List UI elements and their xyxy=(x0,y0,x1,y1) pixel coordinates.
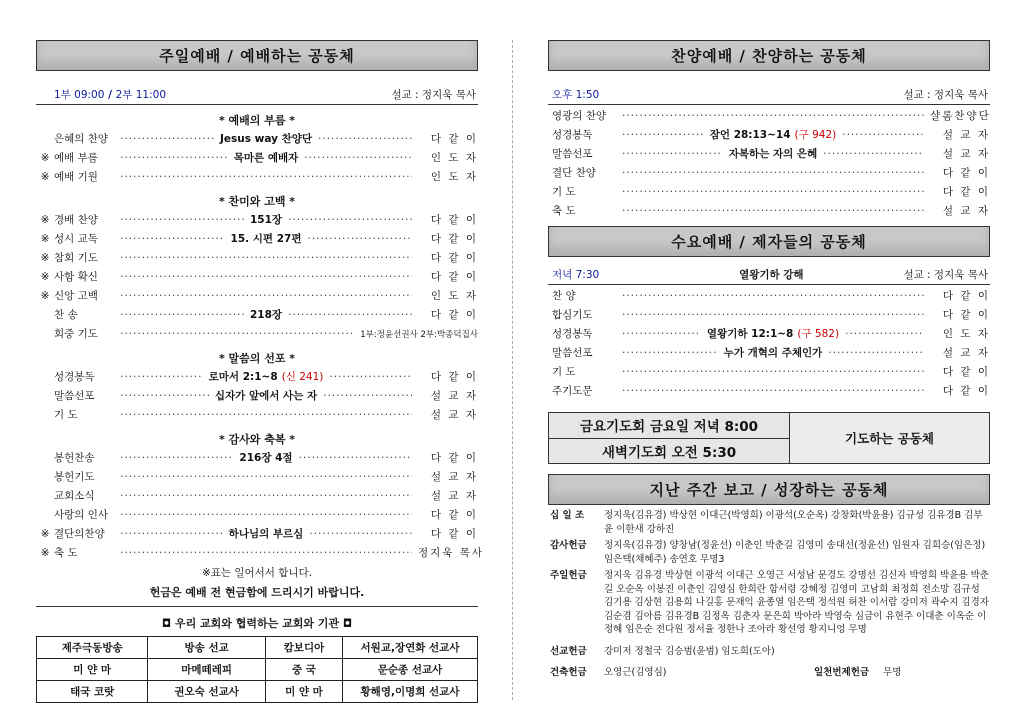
dot-leader xyxy=(622,146,924,161)
order-label: 결단의찬양 xyxy=(54,528,105,540)
order-content: 15. 시편 27편 xyxy=(230,233,302,245)
partner-row xyxy=(37,637,478,659)
dot-leader xyxy=(622,110,924,122)
order-role: 설 교 자 xyxy=(942,205,990,217)
order-content: 목마른 예배자 xyxy=(233,152,299,164)
sunday-preacher: 설교 : 정지욱 목사 xyxy=(391,89,476,101)
partner-cell: 황해영,이명희 선교사 xyxy=(343,681,478,703)
order-role: 인 도 자 xyxy=(942,328,990,340)
order-role: 다 같 이 xyxy=(430,371,478,383)
order-row xyxy=(548,182,990,201)
order-role: 설 교 자 xyxy=(430,409,478,421)
order-role: 설 교 자 xyxy=(430,490,478,502)
order-label: 결단 찬양 xyxy=(552,167,596,179)
order-row xyxy=(36,467,478,486)
partner-cell: 중 국 xyxy=(265,659,342,681)
weekly-report-banner: 지난 주간 보고 / 성장하는 공동체 xyxy=(548,474,990,505)
hymnal-page: (신 241) xyxy=(281,371,324,383)
dot-leader xyxy=(622,290,924,302)
dot-leader xyxy=(120,471,412,483)
order-label: 영광의 찬양 xyxy=(552,110,607,122)
order-row xyxy=(36,367,478,386)
order-content: 하나님의 부르심 xyxy=(228,528,304,540)
order-label: 성경봉독 xyxy=(54,371,95,383)
order-label: 성경봉독 xyxy=(552,129,593,141)
order-row xyxy=(36,129,478,148)
order-label: 교회소식 xyxy=(54,490,95,502)
order-row xyxy=(548,343,990,362)
order-content: 로마서 2:1~8 (신 241) xyxy=(208,371,324,383)
order-row xyxy=(548,286,990,305)
report-row xyxy=(548,645,990,659)
wednesday-service-header xyxy=(548,267,990,285)
standing-mark: ※ xyxy=(40,232,50,245)
dot-leader xyxy=(120,307,412,322)
order-label: 기 도 xyxy=(552,366,576,378)
prayer-meeting-box xyxy=(548,412,990,464)
wednesday-service-time: 저녁 7:30 xyxy=(552,269,600,281)
partner-row xyxy=(37,659,478,681)
standing-mark: ※ xyxy=(40,546,50,559)
order-label: 축 도 xyxy=(54,547,78,559)
dot-leader xyxy=(120,252,412,264)
praise-service-header xyxy=(548,87,990,105)
order-role: 인 도 자 xyxy=(430,290,478,302)
order-label: 성시 교독 xyxy=(54,233,98,245)
dot-leader xyxy=(120,328,478,340)
dot-leader xyxy=(120,212,412,227)
partner-cell: 방송 선교 xyxy=(148,637,266,659)
order-content: 십자가 앞에서 사는 자 xyxy=(214,390,318,402)
order-row xyxy=(548,305,990,324)
order-row xyxy=(36,229,478,248)
dot-leader xyxy=(120,171,412,183)
order-label: 경배 찬양 xyxy=(54,214,98,226)
partner-cell: 권오숙 선교사 xyxy=(148,681,266,703)
order-row xyxy=(36,505,478,524)
order-role: 다 같 이 xyxy=(430,233,478,245)
sunday-service-header xyxy=(36,87,478,105)
order-row xyxy=(36,148,478,167)
dot-leader xyxy=(120,231,412,246)
report-names: 정지욱 김유경 박상현 이광석 이대근 오영근 서성남 문경도 강명선 김신자 박영희 박윤용 박춘길 오순옥 이봉진 이춘인 김영심 한희란 함서령 강혜정 김영미 고남희 최정희 전소망 김규성 김기용 김상현 김용희 나길홍 문재익 윤종열 임은택 정석원 허찬 이서람 강미저 곽수지 김경자 김순겸 김아름 김유경B 김정옥 김춘자 문은희 박아라 박영숙 심금이 유현주 이대춘 이옥순 이정혜 임은순 전다원 정서율 정한나 조아라 황선영 황지니엉 무명 xyxy=(604,570,989,635)
report-label: 선교헌금 xyxy=(550,645,587,657)
order-label: 말씀선포 xyxy=(54,390,95,402)
dot-leader xyxy=(622,186,924,198)
dot-leader xyxy=(622,385,924,397)
order-row xyxy=(36,167,478,186)
order-label: 말씀선포 xyxy=(552,148,593,160)
order-of-worship xyxy=(36,112,485,562)
order-label: 신앙 고백 xyxy=(54,290,98,302)
standing-mark: ※ xyxy=(40,527,50,540)
partner-cell: 문순종 선교사 xyxy=(343,659,478,681)
order-role: 정지욱 목사 xyxy=(418,547,485,559)
order-role: 설 교 자 xyxy=(430,471,478,483)
order-role: 설 교 자 xyxy=(942,148,990,160)
sunday-service-banner: 주일예배 / 예배하는 공동체 xyxy=(36,40,478,71)
order-role: 다 같 이 xyxy=(942,186,990,198)
praise-service-order xyxy=(548,106,990,220)
order-content: Jesus way 찬양단 xyxy=(219,133,313,145)
order-row xyxy=(36,405,478,424)
order-role: 다 같 이 xyxy=(430,452,478,464)
standing-mark: ※ xyxy=(40,270,50,283)
dot-leader xyxy=(622,345,924,360)
dot-leader xyxy=(120,490,412,502)
dot-leader xyxy=(120,409,412,421)
order-label: 은혜의 찬양 xyxy=(54,133,109,145)
order-role: 다 같 이 xyxy=(942,366,990,378)
order-role: 인 도 자 xyxy=(430,171,478,183)
report-row xyxy=(548,569,990,637)
report-row xyxy=(548,666,990,680)
order-role: 설 교 자 xyxy=(942,129,990,141)
order-role: 다 같 이 xyxy=(430,133,478,145)
order-row xyxy=(36,524,478,543)
dot-leader xyxy=(120,131,412,146)
order-row xyxy=(548,144,990,163)
service-time-separator: / xyxy=(104,89,116,101)
order-row xyxy=(36,248,478,267)
dot-leader xyxy=(120,547,412,559)
order-row xyxy=(36,324,478,343)
order-row xyxy=(36,386,478,405)
dot-leader xyxy=(120,290,412,302)
partner-cell: 미 얀 마 xyxy=(265,681,342,703)
order-label: 사함 확신 xyxy=(54,271,98,283)
order-row xyxy=(36,448,478,467)
dot-leader xyxy=(120,150,412,165)
praise-preacher: 설교 : 정지욱 목사 xyxy=(903,89,988,101)
order-label: 기 도 xyxy=(54,409,78,421)
friday-prayer: 금요기도회 금요일 저녁 8:00 xyxy=(549,413,789,439)
praise-service-banner: 찬양예배 / 찬양하는 공동체 xyxy=(548,40,990,71)
order-label: 사랑의 인사 xyxy=(54,509,109,521)
dot-leader xyxy=(622,127,924,142)
order-label: 찬 송 xyxy=(54,309,78,321)
order-row xyxy=(36,286,478,305)
order-role: 다 같 이 xyxy=(430,214,478,226)
dawn-prayer: 새벽기도회 오전 5:30 xyxy=(549,439,789,464)
dot-leader xyxy=(120,369,412,384)
partners-title: ◘ 우리 교회와 협력하는 교회와 기관 ◘ xyxy=(161,617,353,630)
order-content: 자복하는 자의 은혜 xyxy=(728,148,818,160)
order-label: 참회 기도 xyxy=(54,252,98,264)
order-row xyxy=(36,543,485,562)
partners-table xyxy=(36,636,478,703)
order-label: 말씀선포 xyxy=(552,347,593,359)
order-label: 회중 기도 xyxy=(54,328,98,340)
column-divider xyxy=(512,40,513,700)
order-row xyxy=(36,305,478,324)
report-names: 강미저 정철국 김승범(윤범) 임도희(도아) xyxy=(604,645,775,657)
order-content: 218장 xyxy=(249,309,283,321)
standing-mark: ※ xyxy=(40,289,50,302)
dot-leader xyxy=(120,271,412,283)
order-label: 축 도 xyxy=(552,205,576,217)
order-row xyxy=(548,201,990,220)
partner-cell: 제주극동방송 xyxy=(37,637,148,659)
report-row xyxy=(548,539,990,566)
standing-mark: ※ xyxy=(40,170,50,183)
order-role: 설 교 자 xyxy=(430,390,478,402)
order-label: 봉헌기도 xyxy=(54,471,95,483)
order-role: 다 같 이 xyxy=(942,290,990,302)
partner-cell: 서원교,장연화 선교사 xyxy=(343,637,478,659)
service-time-2: 2부 11:00 xyxy=(115,89,166,101)
report-label: 십 일 조 xyxy=(550,510,585,521)
order-role: 설 교 자 xyxy=(942,347,990,359)
report-label-2: 일천번제헌금 xyxy=(814,667,870,678)
report-label: 건축헌금 xyxy=(550,667,587,678)
order-content: 151장 xyxy=(249,214,283,226)
order-row xyxy=(548,362,990,381)
offering-note: 헌금은 예배 전 현금함에 드리시기 바랍니다. xyxy=(36,584,478,607)
order-content: 누가 개혁의 주체인가 xyxy=(723,347,823,359)
order-role: 다 같 이 xyxy=(430,309,478,321)
wednesday-topic: 열왕기하 강해 xyxy=(739,269,804,281)
order-role: 다 같 이 xyxy=(430,271,478,283)
order-row xyxy=(548,381,990,400)
order-label: 찬 양 xyxy=(552,290,576,302)
order-role: 샬롬찬양단 xyxy=(930,110,991,122)
hymnal-page: (구 942) xyxy=(794,129,837,141)
dot-leader xyxy=(622,326,924,341)
order-label: 봉헌찬송 xyxy=(54,452,95,464)
report-names: 오영근(김영심) xyxy=(604,667,667,678)
order-label: 성경봉독 xyxy=(552,328,593,340)
dot-leader xyxy=(622,366,924,378)
report-row xyxy=(548,509,990,536)
standing-mark: ※ xyxy=(40,213,50,226)
order-row xyxy=(36,210,478,229)
order-role: 다 같 이 xyxy=(942,167,990,179)
order-label: 기 도 xyxy=(552,186,576,198)
right-column xyxy=(548,40,990,680)
partner-cell: 태국 코랏 xyxy=(37,681,148,703)
dot-leader xyxy=(120,526,412,541)
order-label: 합심기도 xyxy=(552,309,593,321)
order-label: 예배 부름 xyxy=(54,152,98,164)
order-label: 예배 기원 xyxy=(54,171,98,183)
order-content: 216장 4절 xyxy=(239,452,293,464)
section-title: * 예배의 부름 * xyxy=(218,114,296,127)
weekly-report xyxy=(548,509,990,680)
order-content: 열왕기하 12:1~8 (구 582) xyxy=(706,328,840,340)
section-title: * 찬미와 고백 * xyxy=(218,195,296,208)
order-content: 잠언 28:13~14 (구 942) xyxy=(709,129,837,141)
report-names: 정지욱(김유경) 박상현 이대근(박영희) 이광석(오순옥) 강창화(박윤용) 김규성 김유경B 김부윤 이한새 강하진 xyxy=(604,510,983,535)
order-content: 1부:정윤선권사 2부:박종덕집사 xyxy=(360,329,478,340)
order-role: 다 같 이 xyxy=(430,528,478,540)
order-label: 주기도문 xyxy=(552,385,593,397)
section-title: * 말씀의 선포 * xyxy=(218,352,296,365)
order-role: 다 같 이 xyxy=(430,252,478,264)
standing-mark: ※ xyxy=(40,151,50,164)
order-role: 인 도 자 xyxy=(430,152,478,164)
praise-service-time: 오후 1:50 xyxy=(552,89,600,101)
wednesday-service-order xyxy=(548,286,990,400)
sunday-service-column xyxy=(36,40,485,703)
partner-cell: 마메떼레피 xyxy=(148,659,266,681)
dot-leader xyxy=(622,167,924,179)
wednesday-service-banner: 수요예배 / 제자들의 공동체 xyxy=(548,226,990,257)
partner-row xyxy=(37,681,478,703)
order-role: 다 같 이 xyxy=(430,509,478,521)
partner-cell: 미 얀 마 xyxy=(37,659,148,681)
report-label: 감사헌금 xyxy=(550,540,587,551)
report-names-2: 무명 xyxy=(883,667,902,678)
report-names: 정지욱(김유경) 양창남(정윤선) 이춘인 박춘길 김영미 송대선(정윤선) 임원자 김희승(임은정) 임은택(채혜주) 송연호 무명3 xyxy=(604,540,986,565)
dot-leader xyxy=(120,509,412,521)
wednesday-preacher: 설교 : 정지욱 목사 xyxy=(903,269,988,281)
service-time-1: 1부 09:00 xyxy=(54,89,105,101)
order-role: 다 같 이 xyxy=(942,385,990,397)
hymnal-page: (구 582) xyxy=(797,328,840,340)
order-row xyxy=(548,163,990,182)
dot-leader xyxy=(120,388,412,403)
order-row xyxy=(548,324,990,343)
order-row xyxy=(548,125,990,144)
section-title: * 감사와 축복 * xyxy=(218,433,296,446)
dot-leader xyxy=(120,450,412,465)
order-row xyxy=(36,486,478,505)
standing-note: ※표는 일어서서 합니다. xyxy=(201,567,313,579)
order-row xyxy=(36,267,478,286)
partner-cell: 캄보디아 xyxy=(265,637,342,659)
order-row xyxy=(548,106,990,125)
dot-leader xyxy=(622,309,924,321)
report-label: 주일헌금 xyxy=(550,570,587,581)
dot-leader xyxy=(622,205,924,217)
standing-mark: ※ xyxy=(40,251,50,264)
prayer-community-label: 기도하는 공동체 xyxy=(789,413,989,463)
order-role: 다 같 이 xyxy=(942,309,990,321)
